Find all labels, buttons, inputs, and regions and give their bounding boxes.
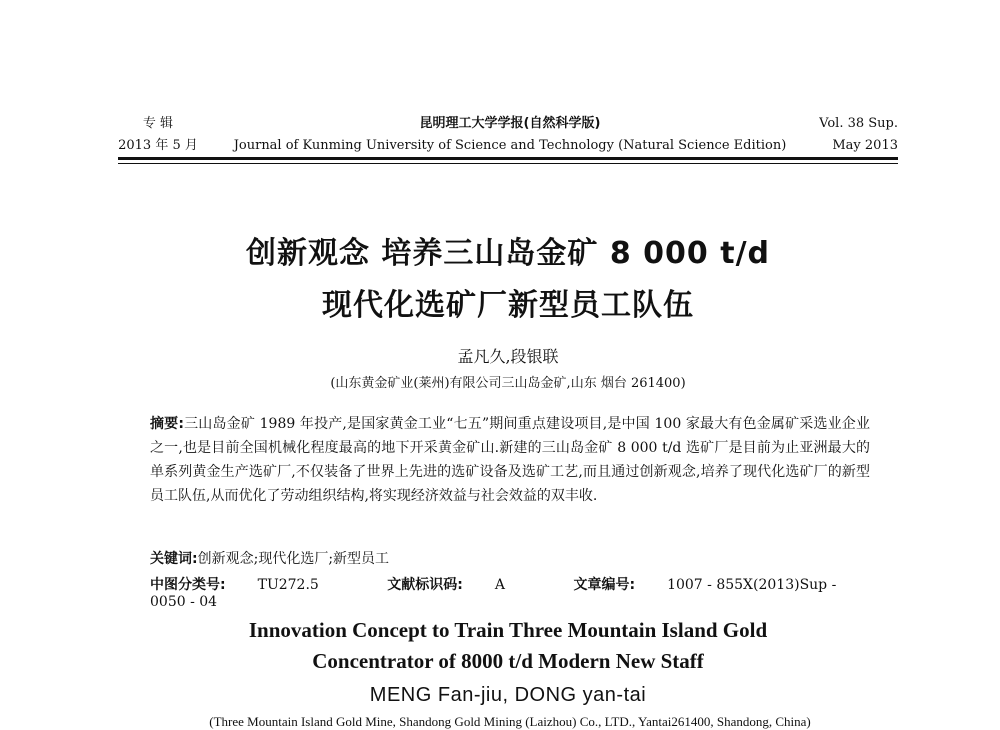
header-volume: Vol. 38 Sup. <box>819 116 898 131</box>
clc-label: 中图分类号: <box>150 577 226 593</box>
title-cn-line1: 创新观念 培养三山岛金矿 8 000 t/d <box>245 236 771 271</box>
abstract-label: 摘要: <box>150 416 184 432</box>
header-date-cn: 2013 年 5 月 <box>118 138 198 153</box>
journal-title-cn: 昆明理工大学学报(自然科学版) <box>419 116 601 131</box>
article-number-label: 文章编号: <box>573 577 636 593</box>
doc-code-value: A <box>494 577 506 593</box>
keywords <box>150 548 870 568</box>
header-special-issue: 专 辑 <box>142 116 174 131</box>
title-cn-line2: 现代化选矿厂新型员工队伍 <box>322 288 694 323</box>
classification-row <box>150 574 870 610</box>
abstract <box>150 412 870 508</box>
header-issue-info <box>118 113 198 157</box>
header-date-en: May 2013 <box>832 138 898 153</box>
authors-cn: 孟凡久,段银联 <box>457 347 559 366</box>
header-rule-thick <box>118 157 898 160</box>
clc-value: TU272.5 <box>257 577 319 593</box>
journal-header <box>220 113 800 157</box>
title-en-line1: Innovation Concept to Train Three Mountain Island Gold <box>248 618 768 642</box>
abstract-text: 三山岛金矿 1989 年投产,是国家黄金工业“七五”期间重点建设项目,是中国 100 家最大有色金属矿采选业企业之一,也是目前全国机械化程度最高的地下开采黄金矿山.新建的三山岛金矿 8 000 t/d 选矿厂是目前为止亚洲最大的单系列黄金生产选矿厂,不仅装备了世界上先进的选矿设备及选矿工艺,而且通过创新观念,培养了现代化选矿厂的新型员工队伍,从而优化了劳动组织结构,将实现经济效益与社会效益的双丰收. <box>150 416 870 504</box>
header-rule-thin <box>118 163 898 164</box>
doc-code-label: 文献标识码: <box>387 577 463 593</box>
keywords-label: 关键词: <box>150 551 198 567</box>
article-number-value: 1007 - 855X(2013)Sup - 0050 - 04 <box>150 577 837 610</box>
authors-en: MENG Fan-jiu, DONG yan-tai <box>369 684 647 706</box>
title-en-line2: Concentrator of 8000 t/d Modern New Staff <box>312 649 704 673</box>
header-volume-info <box>780 113 898 157</box>
affiliation-cn: (山东黄金矿业(莱州)有限公司三山岛金矿,山东 烟台 261400) <box>330 376 686 391</box>
keywords-text: 创新观念;现代化选厂;新型员工 <box>197 551 390 567</box>
journal-title-en: Journal of Kunming University of Science and Technology (Natural Science Edition) <box>233 138 787 153</box>
affiliation-en: (Three Mountain Island Gold Mine, Shandong Gold Mining (Laizhou) Co., LTD., Yantai261400, Shandong, China) <box>209 714 811 729</box>
